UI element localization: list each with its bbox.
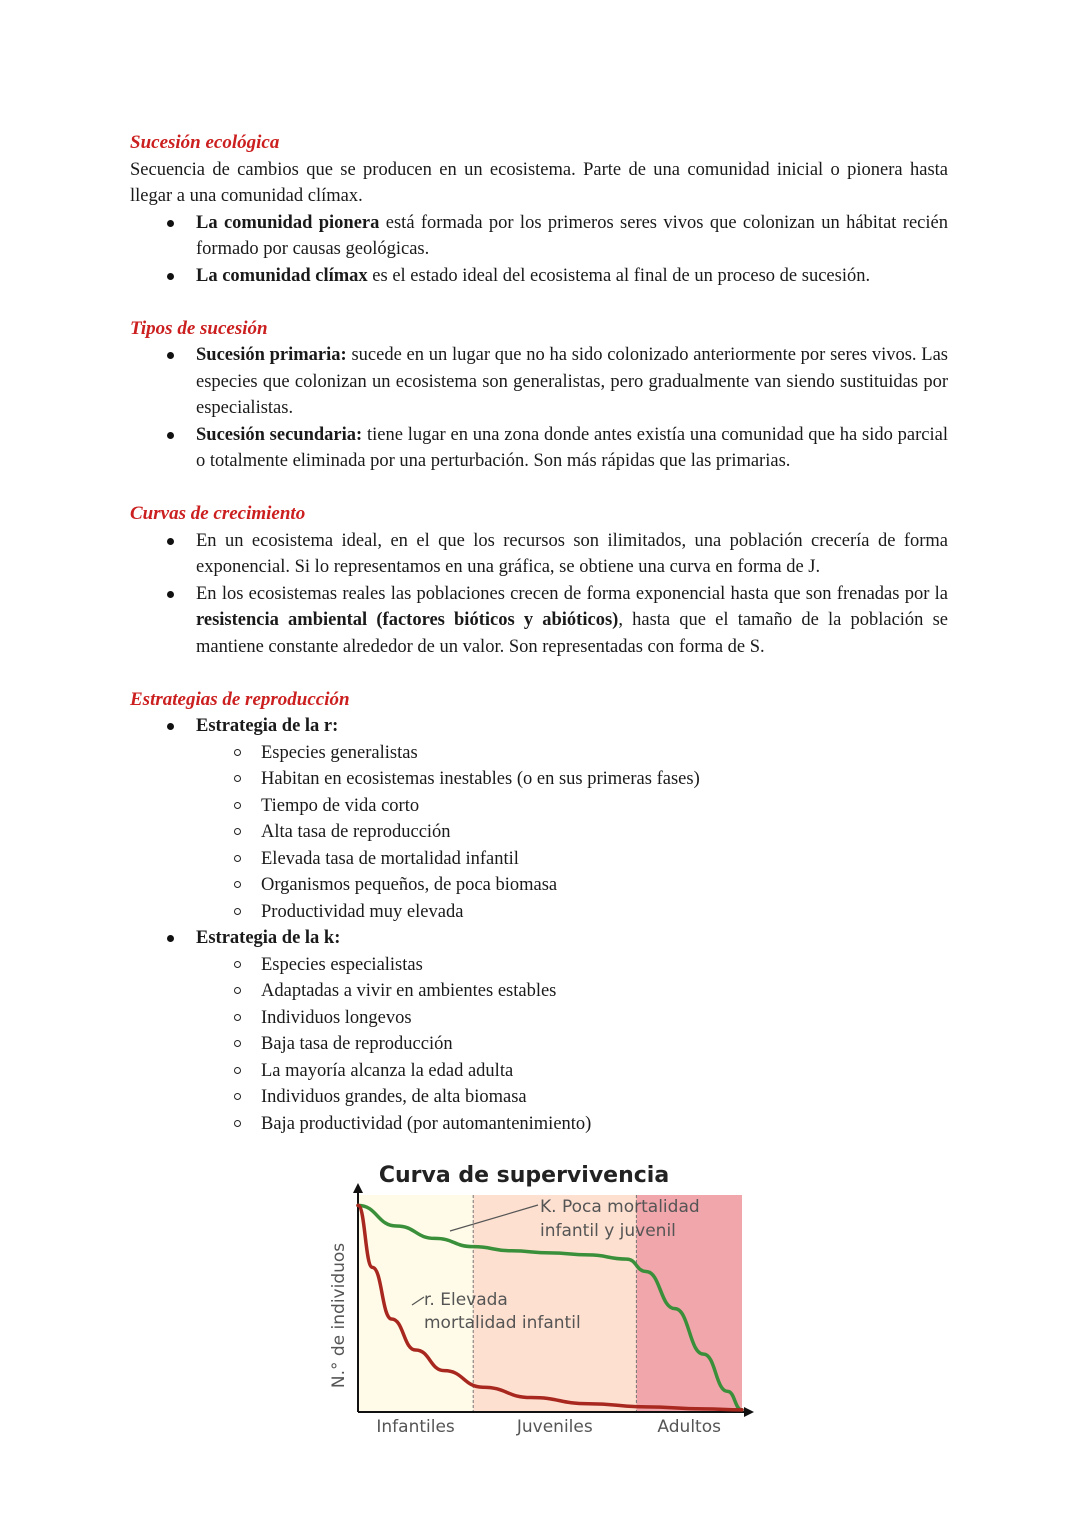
x-axis-arrow: [744, 1407, 754, 1417]
item-text: es el estado ideal del ecosistema al final de un proceso de sucesión.: [367, 265, 871, 286]
chart-title: Curva de supervivencia: [378, 1163, 670, 1188]
annotation-r-line: r. Elevada: [424, 1290, 508, 1310]
strategy-k: [130, 925, 948, 1137]
bold-term: La comunidad clímax: [196, 265, 368, 286]
y-axis-label: N.° de individuos: [329, 1242, 349, 1389]
section-tipos-sucesion: [130, 316, 948, 475]
sub-list-item: Individuos grandes, de alta biomasa: [196, 1084, 948, 1111]
bullet-list: [130, 342, 948, 475]
list-item: [130, 528, 948, 581]
list-item: [130, 342, 948, 422]
x-tick-label: Adultos: [657, 1417, 721, 1437]
bullet-list: [130, 528, 948, 661]
bold-term: La comunidad pionera: [196, 212, 380, 233]
y-axis-arrow: [353, 1183, 363, 1193]
sub-list-item: Especies especialistas: [196, 952, 948, 979]
sub-list-item: Baja productividad (por automantenimiento): [196, 1111, 948, 1138]
sub-list-item: Baja tasa de reproducción: [196, 1031, 948, 1058]
bold-term: resistencia ambiental (factores bióticos y abióticos): [196, 610, 619, 630]
list-item: [130, 210, 948, 263]
section-curvas-crecimiento: [130, 501, 948, 660]
list-item: [130, 581, 948, 661]
chart-svg: [300, 1155, 760, 1445]
sub-list-item: Individuos longevos: [196, 1005, 948, 1032]
list-item: [130, 422, 948, 475]
annotation-k-line: infantil y juvenil: [540, 1221, 676, 1241]
item-text: tiene lugar en una zona donde antes existía una comunidad que ha sido parcial o totalmente eliminada por una perturbación. Son más rápidas que las primarias.: [196, 424, 948, 471]
section-heading: Curvas de crecimiento: [130, 503, 306, 524]
sub-list-item: Elevada tasa de mortalidad infantil: [196, 846, 948, 873]
sub-list-item: La mayoría alcanza la edad adulta: [196, 1058, 948, 1085]
item-text: está formada por los primeros seres vivos que colonizan un hábitat recién formado por causas geológicas.: [196, 212, 948, 259]
bold-term: Sucesión secundaria:: [196, 424, 363, 445]
bold-term: Estrategia de la r:: [196, 716, 339, 736]
section-estrategias: [130, 687, 948, 1138]
sub-list-item: Habitan en ecosistemas inestables (o en sus primeras fases): [196, 766, 948, 793]
bold-term: Estrategia de la k:: [196, 928, 341, 948]
strategy-r: [130, 713, 948, 925]
sub-list-item: Adaptadas a vivir en ambientes estables: [196, 978, 948, 1005]
document-page: [130, 130, 948, 1164]
section-sucesion-ecologica: [130, 130, 948, 289]
sub-list: [196, 952, 948, 1138]
section-heading: Estrategias de reproducción: [130, 688, 350, 710]
x-tick-label: Juveniles: [516, 1417, 593, 1437]
sub-list-item: Productividad muy elevada: [196, 899, 948, 926]
bold-term: Sucesión primaria:: [196, 345, 347, 365]
bullet-list: [130, 713, 948, 1137]
sub-list-item: Tiempo de vida corto: [196, 793, 948, 820]
x-tick-label: Infantiles: [376, 1417, 455, 1437]
item-text: En un ecosistema ideal, en el que los recursos son ilimitados, una población crecería de forma exponencial. Si lo representamos en una gráfica, se obtiene una curva en forma de J.: [196, 530, 948, 577]
sub-list-item: Organismos pequeños, de poca biomasa: [196, 872, 948, 899]
item-text: En los ecosistemas reales las poblaciones crecen de forma exponencial hasta que son frenadas por la: [196, 583, 948, 604]
item-text: , hasta que el tamaño de la población se mantiene constante alrededor de un valor. Son representadas con forma de S.: [196, 610, 949, 657]
section-heading: Sucesión ecológica: [130, 132, 280, 153]
sub-list: [196, 740, 948, 926]
sub-list-item: Alta tasa de reproducción: [196, 819, 948, 846]
list-item: [130, 263, 948, 290]
sub-list-item: Especies generalistas: [196, 740, 948, 767]
survival-chart: [300, 1155, 760, 1445]
section-intro: Secuencia de cambios que se producen en un ecosistema. Parte de una comunidad inicial o pionera hasta llegar a una comunidad clímax.: [130, 159, 948, 206]
section-heading: Tipos de sucesión: [130, 317, 268, 339]
annotation-k-line: K. Poca mortalidad: [540, 1197, 700, 1217]
item-text: sucede en un lugar que no ha sido colonizado anteriormente por seres vivos. Las especies que colonizan un ecosistema son generalistas, pero gradualmente van siendo sustituidas por especialistas.: [196, 345, 948, 418]
bullet-list: [130, 210, 948, 290]
annotation-r-line: mortalidad infantil: [424, 1313, 581, 1333]
